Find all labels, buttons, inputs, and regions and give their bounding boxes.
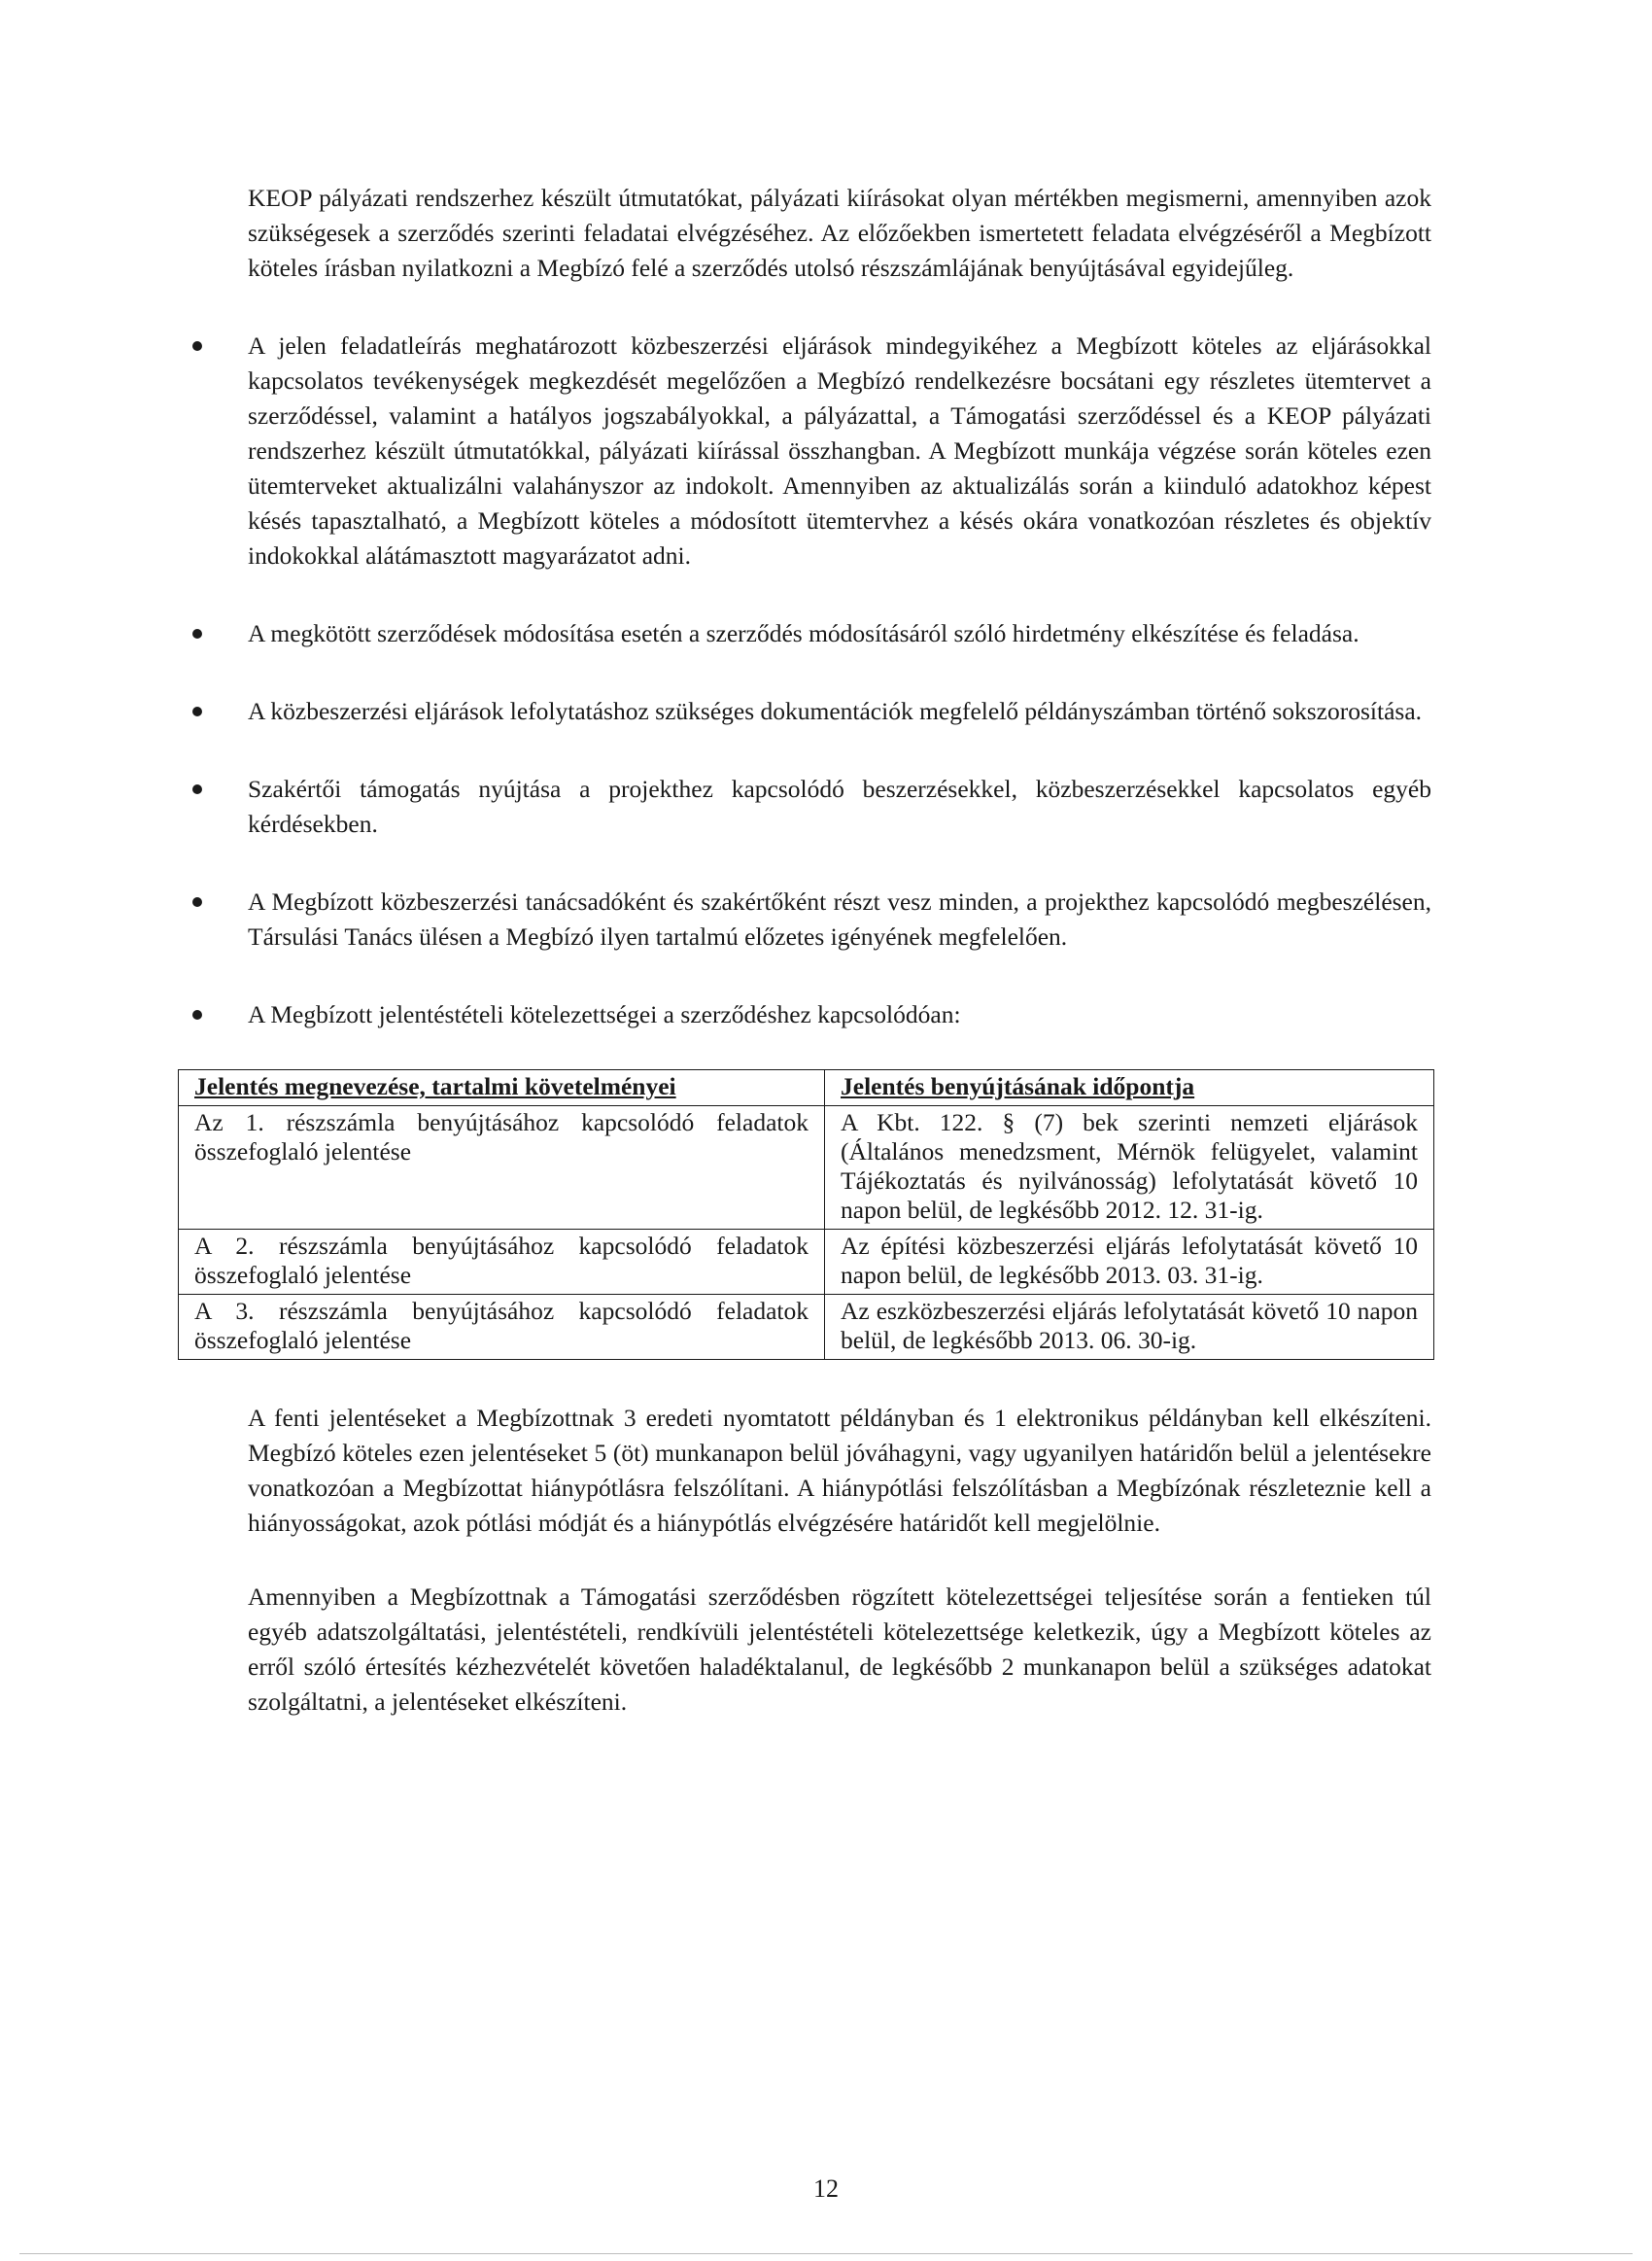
- table-row: [179, 1230, 1434, 1295]
- bullet-text: A jelen feladatleírás meghatározott közbeszerzési eljárások mindegyikéhez a Megbízott köteles az eljárásokkal kapcsolatos tevékenységek megkezdését megelőzően a Megbízó rendelkezésre bocsátani egy részletes ütemtervet a szerződéssel, valamint a hatályos jogszabályokkal, a pályázattal, a Támogatási szerződéssel és a KEOP pályázati rendszerhez készült útmutatókkal, pályázati kiírással összhangban. A Megbízott munkája végzése során köteles ezen ütemterveket aktualizálni valahányszor az indokolt. Amennyiben az aktualizálás során a kiinduló adatokhoz képest késés tapasztalható, a Megbízott köteles a módosított ütemtervhez a késés okára vonatkozóan részletes és objektív indokokkal alátámasztott magyarázatot adni.: [248, 331, 1431, 570]
- bullet-item: [248, 329, 1431, 574]
- body-paragraph: Amennyiben a Megbízottnak a Támogatási szerződésben rögzített kötelezettségei teljesítése során a fentieken túl egyéb adatszolgáltatási, jelentéstételi, rendkívüli jelentéstételi kötelezettsége keletkezik, úgy a Megbízott köteles az erről szóló értesítés kézhezvételét követően haladéktalanul, de legkésőbb 2 munkanapon belül a szükséges adatokat szolgáltatni, a jelentéseket elkészíteni.: [248, 1583, 1431, 1716]
- table-row: [179, 1295, 1434, 1360]
- bullet-icon: [192, 707, 202, 716]
- bullet-item: [248, 694, 1431, 729]
- report-table: [178, 1069, 1434, 1360]
- bullet-icon: [192, 341, 202, 351]
- table-cell: Az építési közbeszerzési eljárás lefolytatását követő 10 napon belül, de legkésőbb 2013. 03. 31-ig.: [825, 1230, 1434, 1295]
- table-cell: A 3. részszámla benyújtásához kapcsolódó feladatok összefoglaló jelentése: [179, 1295, 825, 1360]
- table-cell: Az 1. részszámla benyújtásához kapcsolódó feladatok összefoglaló jelentése: [179, 1106, 825, 1230]
- bullet-text: A Megbízott jelentéstételi kötelezettségei a szerződéshez kapcsolódóan:: [248, 1000, 961, 1028]
- body-paragraph: A fenti jelentéseket a Megbízottnak 3 eredeti nyomtatott példányban és 1 elektronikus példányban kell elkészíteni. Megbízó köteles ezen jelentéseket 5 (öt) munkanapon belül jóváhagyni, vagy ugyanilyen határidőn belül a jelentésekre vonatkozóan a Megbízottat hiánypótlásra felszólítani. A hiánypótlási felszólításban a Megbízónak részleteznie kell a hiányosságokat, azok pótlási módját és a hiánypótlás elvégzésére határidőt kell megjelölnie.: [248, 1404, 1431, 1537]
- bullet-item: [248, 997, 1431, 1032]
- table-cell: A Kbt. 122. § (7) bek szerinti nemzeti eljárások (Általános menedzsment, Mérnök felügyelet, valamint Tájékoztatás és nyilvánosság) lefolytatását követő 10 napon belül, de legkésőbb 2012. 12. 31-ig.: [825, 1106, 1434, 1230]
- bullet-text: A közbeszerzési eljárások lefolytatáshoz szükséges dokumentációk megfelelő példányszámban történő sokszorosítása.: [248, 697, 1423, 725]
- bullet-item: [248, 616, 1431, 651]
- table-header-cell: Jelentés benyújtásának időpontja: [825, 1070, 1434, 1106]
- bottom-rule: [19, 2253, 1633, 2254]
- page-content: [194, 181, 1431, 1758]
- bullet-icon: [192, 629, 202, 639]
- bullet-item: [248, 772, 1431, 842]
- table-header-cell: Jelentés megnevezése, tartalmi követelményei: [179, 1070, 825, 1106]
- bullet-list: [248, 329, 1431, 1032]
- page-number: 12: [813, 2174, 839, 2203]
- bullet-text: A Megbízott közbeszerzési tanácsadóként és szakértőként részt vesz minden, a projekthez kapcsolódó megbeszélésen, Társulási Tanács ülésen a Megbízó ilyen tartalmú előzetes igényének megfelelően.: [248, 887, 1431, 951]
- bullet-text: Szakértői támogatás nyújtása a projekthez kapcsolódó beszerzésekkel, közbeszerzésekkel kapcsolatos egyéb kérdésekben.: [248, 775, 1431, 838]
- table-row: [179, 1106, 1434, 1230]
- table-cell: Az eszközbeszerzési eljárás lefolytatását követő 10 napon belül, de legkésőbb 2013. 06. 30-ig.: [825, 1295, 1434, 1360]
- bullet-icon: [192, 784, 202, 794]
- table-header-row: [179, 1070, 1434, 1106]
- bullet-icon: [192, 897, 202, 907]
- intro-paragraph: KEOP pályázati rendszerhez készült útmutatókat, pályázati kiírásokat olyan mértékben megismerni, amennyiben azok szükségesek a szerződés szerinti feladatai elvégzéséhez. Az előzőekben ismertetett feladata elvégzéséről a Megbízott köteles írásban nyilatkozni a Megbízó felé a szerződés utolsó részszámlájának benyújtásával egyidejűleg.: [248, 184, 1431, 282]
- bullet-icon: [192, 1010, 202, 1020]
- table-cell: A 2. részszámla benyújtásához kapcsolódó feladatok összefoglaló jelentése: [179, 1230, 825, 1295]
- bullet-text: A megkötött szerződések módosítása esetén a szerződés módosításáról szóló hirdetmény elkészítése és feladása.: [248, 619, 1359, 647]
- bullet-item: [248, 885, 1431, 955]
